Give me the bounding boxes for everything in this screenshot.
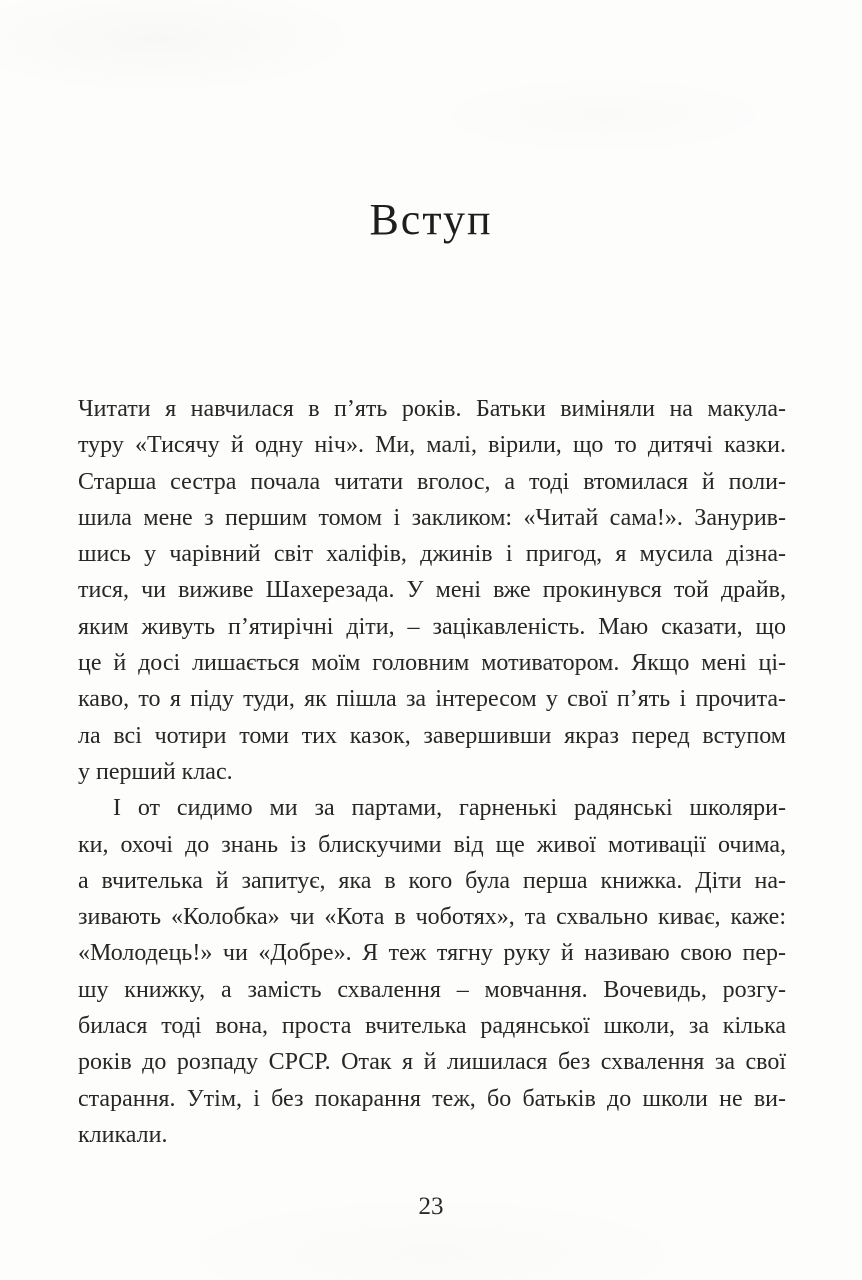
text-line: кликали. [78,1121,168,1148]
page-number: 23 [418,1193,444,1220]
body-text [78,391,786,1153]
text-line: у перший клас. [78,758,233,785]
text-line: тися, чи виживе Шахерезада. У мені вже прокинувся той драйв, [78,577,786,604]
text-line: шись у чарівний світ халіфів, джинів і пригод, я мусила дізна- [78,541,786,568]
text-line: шила мене з першим томом і закликом: «Читай сама!». Занурив- [78,504,786,531]
text-line: І от сидимо ми за партами, гарненькі радянські школяри- [113,795,786,822]
text-line: а вчителька й запитує, яка в кого була перша книжка. Діти на- [78,867,786,894]
text-line: це й досі лишається моїм головним мотиватором. Якщо мені ці- [78,650,786,677]
paragraph-1 [78,391,786,790]
text-line: каво, то я піду туди, як пішла за інтересом у свої п’ять і прочита- [78,686,786,713]
text-line: зивають «Колобка» чи «Кота в чоботях», та схвально киває, каже: [78,904,786,931]
paragraph-2 [78,790,786,1153]
text-line: старання. Утім, і без покарання теж, бо батьків до школи не ви- [78,1085,786,1112]
text-line: Читати я навчилася в п’ять років. Батьки виміняли на макула- [78,396,786,422]
text-line: шу книжку, а замість схвалення – мовчання. Вочевидь, розгу- [78,976,786,1003]
text-line: билася тоді вона, проста вчителька радянської школи, за кілька [78,1013,786,1040]
text-line: років до розпаду СРСР. Отак я й лишилася без схвалення за свої [78,1049,786,1076]
chapter-title: Вступ [369,195,493,244]
text-line: яким живуть п’ятирічні діти, – зацікавленість. Маю сказати, що [78,613,786,640]
text-line: туру «Тисячу й одну ніч». Ми, малі, вірили, що то дитячі казки. [78,432,786,459]
text-line: Старша сестра почала читати вголос, а тоді втомилася й поли- [78,468,786,495]
text-line: ла всі чотири томи тих казок, завершивши якраз перед вступом [78,722,786,749]
text-line: ки, охочі до знань із блискучими від ще живої мотивації очима, [78,831,786,858]
text-line: «Молодець!» чи «Добре». Я теж тягну руку й називаю свою пер- [78,940,786,967]
